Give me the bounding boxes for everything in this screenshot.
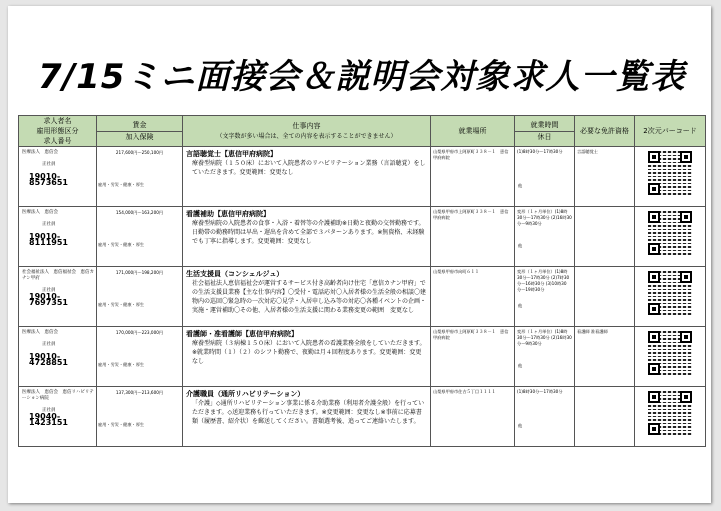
location-cell: 山梨県甲府市上阿原町３３８－１ 恵信甲府病院 — [431, 327, 515, 387]
wage-cell: 217,600円〜250,100円 雇用・労災・健康・厚生 — [97, 147, 183, 207]
hours-cell: 変形（１ヶ月単位）(1)8時30分〜17時30分 (2)7時30分〜16時30分 (3)10時30分〜19時30分 他 — [515, 267, 575, 327]
table-header-row — [19, 116, 706, 147]
job-description: 社会福祉法人恵信福祉会が運営するサービス付き高齢者向け住宅「恵信カナン甲府」での生活支援員業務【主な仕事内容】〇受付・電話応対〇入居者様の生活全般の相談〇建物内の巡回〇緊急時の一次対応〇見学・入居申し込み等の対応〇各種イベントの企画・実施・運営補助〇その他、入居者様の生活支援に関わる業務変更の範囲 変更なし — [192, 280, 427, 314]
table-row — [19, 207, 706, 267]
qr-code-cell — [635, 327, 706, 387]
qr-code-cell — [635, 147, 706, 207]
job-title: 言語聴覚士【恵信甲府病院】 — [186, 150, 277, 158]
header-barcode: 2次元バーコード — [635, 116, 706, 147]
job-number: 19040- 1423151 — [29, 412, 68, 427]
wage-cell: 137,300円〜213,600円 雇用・労災・健康・厚生 — [97, 387, 183, 447]
location-cell: 山梨県甲府市向町６１１ — [431, 267, 515, 327]
qr-code-icon[interactable] — [648, 391, 692, 435]
qr-code-cell — [635, 207, 706, 267]
job-title: 介護職員（通所リハビリテーション） — [186, 390, 305, 398]
header-hours: 就業時間 休日 — [515, 116, 575, 147]
employer-cell: 医療法人 恵信会 正社員 19010- 4728851 — [19, 327, 97, 387]
job-title: 看護師・准看護師【恵信甲府病院】 — [186, 330, 298, 338]
header-employer: 求人者名 雇用形態区分 求人番号 — [19, 116, 97, 147]
job-content-cell — [183, 147, 431, 207]
job-description: 療養型病院（３病棟１５０床）において入院患者の看護業務全般をしていただきます。※就業時間（１）（２）のシフト勤務で、夜勤は月４回程度あります。変更範囲：変更なし — [192, 340, 426, 365]
wage-cell: 171,000円〜198,200円 雇用・労災・健康・厚生 — [97, 267, 183, 327]
job-description: 療養型病院（１５０床）において入院患者のリハビリテーション業務（言語聴覚）をしていただきます。変更範囲：変更なし — [192, 160, 426, 176]
license-cell — [575, 207, 635, 267]
table-row — [19, 147, 706, 207]
qr-code-icon[interactable] — [648, 211, 692, 255]
job-content-cell — [183, 327, 431, 387]
header-job-content: 仕事内容 （文字数が多い場合は、全ての内容を表示することができません） — [183, 116, 431, 147]
employer-cell: 医療法人 恵信会 正社員 19010- 8573651 — [19, 147, 97, 207]
document-page — [8, 6, 711, 503]
employer-cell: 医療法人 恵信会 恵信リハビリテーション病院 正社員 19040- 1423151 — [19, 387, 97, 447]
employer-cell: 社会福祉法人 恵信福祉会 恵信カナン甲府 正社員 19010- 7697351 — [19, 267, 97, 327]
license-cell — [575, 267, 635, 327]
job-number: 19010- 7697351 — [29, 292, 68, 307]
job-number: 19010- 8573651 — [29, 172, 68, 187]
hours-cell: (1)8時30分〜17時30分 他 — [515, 387, 575, 447]
job-content-cell — [183, 387, 431, 447]
table-row — [19, 327, 706, 387]
table-row — [19, 387, 706, 447]
location-cell: 山梨県甲府市上阿原町３３８－１ 恵信甲府病院 — [431, 147, 515, 207]
employer-cell: 医療法人 恵信会 正社員 19010- 8111951 — [19, 207, 97, 267]
license-cell: 看護師 准看護師 — [575, 327, 635, 387]
job-listing-table — [18, 115, 706, 447]
table-row — [19, 267, 706, 327]
qr-code-cell — [635, 387, 706, 447]
job-content-cell — [183, 267, 431, 327]
header-license: 必要な免許資格 — [575, 116, 635, 147]
hours-cell: 変形（１ヶ月単位）(1)8時30分〜17時30分 (2)16時30分〜9時30分 他 — [515, 207, 575, 267]
qr-code-icon[interactable] — [648, 271, 692, 315]
job-number: 19010- 4728851 — [29, 352, 68, 367]
job-description: 療養型病院の入院患者の食事・入浴・着替等の介護補助※日勤と夜勤の交替勤務です。日勤帯の勤務時間は早出・遅出を含めて全部で３パターンあります。※無資格、未経験でも丁寧に指導します。変更範囲：変更なし — [192, 220, 425, 245]
job-description: 「介護」◇通所リハビリテーション事業に係る介助業務（利用者介護全般）を行っていただきます。◇送迎業務も行っていただきます。※変更範囲：変更なし※事前に応募書類（履歴書、紹介状）を郵送してください。書類選考後、追ってご連絡いたします。 — [192, 400, 425, 425]
location-cell: 山梨県甲府市住吉５丁目１１１１ — [431, 387, 515, 447]
header-location: 就業場所 — [431, 116, 515, 147]
job-title: 生活支援員（コンシェルジュ） — [186, 270, 284, 278]
qr-code-icon[interactable] — [648, 331, 692, 375]
qr-code-cell — [635, 267, 706, 327]
license-cell — [575, 387, 635, 447]
job-number: 19010- 8111951 — [29, 232, 68, 247]
location-cell: 山梨県甲府市上阿原町３３８－１ 恵信甲府病院 — [431, 207, 515, 267]
header-wage: 賃金 加入保険 — [97, 116, 183, 147]
job-title: 看護補助【恵信甲府病院】 — [186, 210, 270, 218]
wage-cell: 170,000円〜223,000円 雇用・労災・健康・厚生 — [97, 327, 183, 387]
wage-cell: 154,000円〜163,200円 雇用・労災・健康・厚生 — [97, 207, 183, 267]
hours-cell: (1)8時30分〜17時30分 他 — [515, 147, 575, 207]
license-cell: 言語聴覚士 — [575, 147, 635, 207]
job-content-cell — [183, 207, 431, 267]
hours-cell: 変形（１ヶ月単位）(1)8時30分〜17時30分 (2)16時30分〜9時30分 他 — [515, 327, 575, 387]
page-title: 7/15ミニ面接会＆説明会対象求人一覧表 — [38, 57, 686, 97]
qr-code-icon[interactable] — [648, 151, 692, 195]
